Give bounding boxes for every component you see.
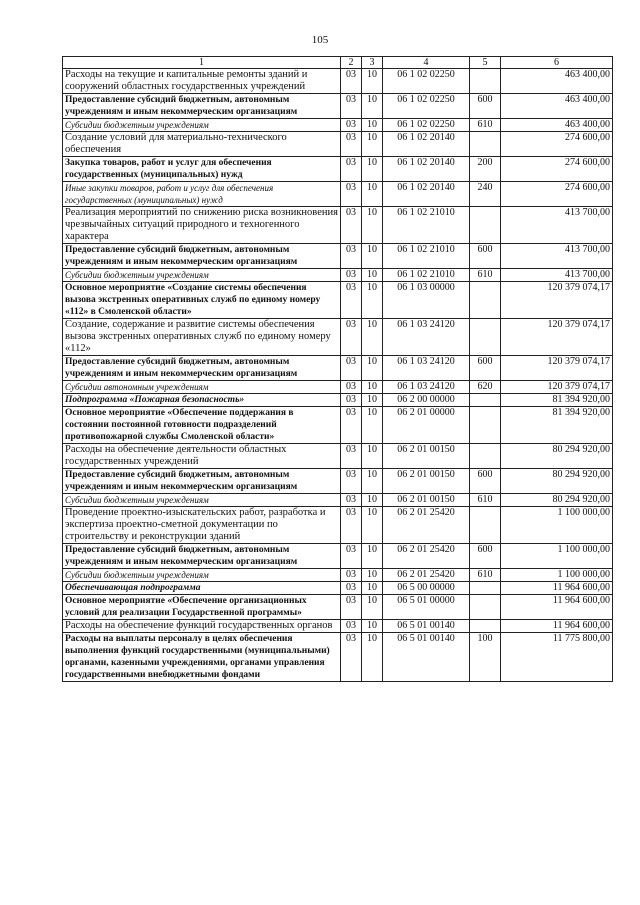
section-code: 03 bbox=[341, 507, 362, 544]
target-article-code: 06 1 03 24120 bbox=[383, 356, 470, 381]
expense-type-code: 610 bbox=[470, 119, 501, 132]
row-description: Субсидии бюджетным учреждениям bbox=[63, 569, 341, 582]
subsection-code: 10 bbox=[362, 356, 383, 381]
section-code: 03 bbox=[341, 182, 362, 207]
target-article-code: 06 1 02 20140 bbox=[383, 157, 470, 182]
section-code: 03 bbox=[341, 269, 362, 282]
row-description: Основное мероприятие «Обеспечение организационных условий для реализации Государственной программы» bbox=[63, 595, 341, 620]
table-row bbox=[63, 620, 613, 633]
amount: 1 100 000,00 bbox=[501, 569, 613, 582]
table-header-row bbox=[63, 57, 613, 69]
section-code: 03 bbox=[341, 595, 362, 620]
expense-type-code bbox=[470, 507, 501, 544]
table-row bbox=[63, 356, 613, 381]
subsection-code: 10 bbox=[362, 182, 383, 207]
row-description: Обеспечивающая подпрограмма bbox=[63, 582, 341, 595]
table-row bbox=[63, 569, 613, 582]
amount: 413 700,00 bbox=[501, 244, 613, 269]
expense-type-code: 100 bbox=[470, 633, 501, 682]
header-cell: 2 bbox=[341, 57, 362, 69]
row-description: Субсидии автономным учреждениям bbox=[63, 381, 341, 394]
table-row bbox=[63, 69, 613, 94]
row-description: Расходы на обеспечение деятельности областных государственных учреждений bbox=[63, 444, 341, 469]
row-description: Основное мероприятие «Создание системы обеспечения вызова экстренных оперативных служб по единому номеру «112» в Смоленской области» bbox=[63, 282, 341, 319]
table-row bbox=[63, 469, 613, 494]
target-article-code: 06 2 01 25420 bbox=[383, 507, 470, 544]
budget-table-body bbox=[63, 57, 613, 682]
row-description: Субсидии бюджетным учреждениям bbox=[63, 269, 341, 282]
target-article-code: 06 2 01 25420 bbox=[383, 544, 470, 569]
section-code: 03 bbox=[341, 319, 362, 356]
expense-type-code bbox=[470, 69, 501, 94]
section-code: 03 bbox=[341, 132, 362, 157]
row-description: Проведение проектно-изыскательских работ, разработка и экспертиза проектно-сметной документации по строительству и реконструкции зданий bbox=[63, 507, 341, 544]
subsection-code: 10 bbox=[362, 157, 383, 182]
subsection-code: 10 bbox=[362, 119, 383, 132]
amount: 463 400,00 bbox=[501, 119, 613, 132]
row-description: Предоставление субсидий бюджетным, автономным учреждениям и иным некоммерческим организациям bbox=[63, 544, 341, 569]
section-code: 03 bbox=[341, 407, 362, 444]
section-code: 03 bbox=[341, 69, 362, 94]
amount: 120 379 074,17 bbox=[501, 282, 613, 319]
subsection-code: 10 bbox=[362, 582, 383, 595]
amount: 11 964 600,00 bbox=[501, 582, 613, 595]
section-code: 03 bbox=[341, 444, 362, 469]
amount: 81 394 920,00 bbox=[501, 394, 613, 407]
budget-table bbox=[62, 56, 613, 682]
row-description: Субсидии бюджетным учреждениям bbox=[63, 119, 341, 132]
amount: 1 100 000,00 bbox=[501, 544, 613, 569]
subsection-code: 10 bbox=[362, 407, 383, 444]
expense-type-code bbox=[470, 407, 501, 444]
header-cell: 6 bbox=[501, 57, 613, 69]
target-article-code: 06 1 02 02250 bbox=[383, 69, 470, 94]
subsection-code: 10 bbox=[362, 94, 383, 119]
section-code: 03 bbox=[341, 244, 362, 269]
target-article-code: 06 2 00 00000 bbox=[383, 394, 470, 407]
amount: 413 700,00 bbox=[501, 207, 613, 244]
subsection-code: 10 bbox=[362, 269, 383, 282]
section-code: 03 bbox=[341, 633, 362, 682]
row-description: Иные закупки товаров, работ и услуг для обеспечения государственных (муниципальных) нужд bbox=[63, 182, 341, 207]
target-article-code: 06 1 03 24120 bbox=[383, 319, 470, 356]
row-description: Предоставление субсидий бюджетным, автономным учреждениям и иным некоммерческим организациям bbox=[63, 244, 341, 269]
section-code: 03 bbox=[341, 544, 362, 569]
row-description: Субсидии бюджетным учреждениям bbox=[63, 494, 341, 507]
amount: 120 379 074,17 bbox=[501, 381, 613, 394]
row-description: Создание условий для материально-технического обеспечения bbox=[63, 132, 341, 157]
table-row bbox=[63, 282, 613, 319]
amount: 11 964 600,00 bbox=[501, 595, 613, 620]
amount: 274 600,00 bbox=[501, 182, 613, 207]
expense-type-code: 600 bbox=[470, 244, 501, 269]
table-row bbox=[63, 394, 613, 407]
target-article-code: 06 2 01 25420 bbox=[383, 569, 470, 582]
subsection-code: 10 bbox=[362, 469, 383, 494]
table-row bbox=[63, 582, 613, 595]
table-row bbox=[63, 633, 613, 682]
table-row bbox=[63, 381, 613, 394]
subsection-code: 10 bbox=[362, 507, 383, 544]
amount: 120 379 074,17 bbox=[501, 319, 613, 356]
target-article-code: 06 5 01 00000 bbox=[383, 595, 470, 620]
row-description: Закупка товаров, работ и услуг для обеспечения государственных (муниципальных) нужд bbox=[63, 157, 341, 182]
row-description: Предоставление субсидий бюджетным, автономным учреждениям и иным некоммерческим организациям bbox=[63, 356, 341, 381]
subsection-code: 10 bbox=[362, 620, 383, 633]
table-row bbox=[63, 182, 613, 207]
amount: 81 394 920,00 bbox=[501, 407, 613, 444]
section-code: 03 bbox=[341, 494, 362, 507]
subsection-code: 10 bbox=[362, 595, 383, 620]
target-article-code: 06 1 02 21010 bbox=[383, 244, 470, 269]
expense-type-code bbox=[470, 444, 501, 469]
row-description: Расходы на обеспечение функций государственных органов bbox=[63, 620, 341, 633]
expense-type-code: 600 bbox=[470, 544, 501, 569]
amount: 1 100 000,00 bbox=[501, 507, 613, 544]
row-description: Основное мероприятие «Обеспечение поддержания в состоянии постоянной готовности подразделений противопожарной службы Смоленской области» bbox=[63, 407, 341, 444]
table-row bbox=[63, 494, 613, 507]
amount: 274 600,00 bbox=[501, 132, 613, 157]
row-description: Реализация мероприятий по снижению риска возникновения чрезвычайных ситуаций природного и техногенного характера bbox=[63, 207, 341, 244]
expense-type-code: 610 bbox=[470, 494, 501, 507]
table-row bbox=[63, 444, 613, 469]
target-article-code: 06 1 03 24120 bbox=[383, 381, 470, 394]
expense-type-code: 610 bbox=[470, 269, 501, 282]
expense-type-code: 600 bbox=[470, 469, 501, 494]
expense-type-code bbox=[470, 394, 501, 407]
section-code: 03 bbox=[341, 569, 362, 582]
target-article-code: 06 2 01 00000 bbox=[383, 407, 470, 444]
amount: 80 294 920,00 bbox=[501, 494, 613, 507]
table-row bbox=[63, 244, 613, 269]
table-row bbox=[63, 319, 613, 356]
target-article-code: 06 1 02 20140 bbox=[383, 132, 470, 157]
subsection-code: 10 bbox=[362, 69, 383, 94]
header-cell: 3 bbox=[362, 57, 383, 69]
page-number: 105 bbox=[311, 34, 329, 46]
section-code: 03 bbox=[341, 119, 362, 132]
amount: 11 775 800,00 bbox=[501, 633, 613, 682]
expense-type-code: 610 bbox=[470, 569, 501, 582]
target-article-code: 06 1 02 21010 bbox=[383, 207, 470, 244]
section-code: 03 bbox=[341, 207, 362, 244]
row-description: Расходы на выплаты персоналу в целях обеспечения выполнения функций государственными (муниципальными) органами, казенными учреждениями, органами управления государственными внебюджетными фондами bbox=[63, 633, 341, 682]
amount: 80 294 920,00 bbox=[501, 469, 613, 494]
amount: 463 400,00 bbox=[501, 69, 613, 94]
section-code: 03 bbox=[341, 620, 362, 633]
row-description: Создание, содержание и развитие системы обеспечения вызова экстренных оперативных служб по единому номеру «112» bbox=[63, 319, 341, 356]
amount: 11 964 600,00 bbox=[501, 620, 613, 633]
amount: 463 400,00 bbox=[501, 94, 613, 119]
row-description: Предоставление субсидий бюджетным, автономным учреждениям и иным некоммерческим организациям bbox=[63, 469, 341, 494]
subsection-code: 10 bbox=[362, 494, 383, 507]
target-article-code: 06 1 02 02250 bbox=[383, 94, 470, 119]
subsection-code: 10 bbox=[362, 544, 383, 569]
subsection-code: 10 bbox=[362, 381, 383, 394]
section-code: 03 bbox=[341, 394, 362, 407]
section-code: 03 bbox=[341, 282, 362, 319]
expense-type-code: 600 bbox=[470, 356, 501, 381]
subsection-code: 10 bbox=[362, 394, 383, 407]
target-article-code: 06 1 02 20140 bbox=[383, 182, 470, 207]
expense-type-code: 600 bbox=[470, 94, 501, 119]
table-row bbox=[63, 269, 613, 282]
section-code: 03 bbox=[341, 94, 362, 119]
expense-type-code bbox=[470, 582, 501, 595]
target-article-code: 06 1 02 21010 bbox=[383, 269, 470, 282]
header-cell: 1 bbox=[63, 57, 341, 69]
section-code: 03 bbox=[341, 157, 362, 182]
expense-type-code: 240 bbox=[470, 182, 501, 207]
target-article-code: 06 2 01 00150 bbox=[383, 494, 470, 507]
section-code: 03 bbox=[341, 582, 362, 595]
section-code: 03 bbox=[341, 381, 362, 394]
table-row bbox=[63, 507, 613, 544]
subsection-code: 10 bbox=[362, 633, 383, 682]
target-article-code: 06 1 02 02250 bbox=[383, 119, 470, 132]
expense-type-code bbox=[470, 282, 501, 319]
amount: 274 600,00 bbox=[501, 157, 613, 182]
target-article-code: 06 5 01 00140 bbox=[383, 633, 470, 682]
subsection-code: 10 bbox=[362, 282, 383, 319]
target-article-code: 06 5 00 00000 bbox=[383, 582, 470, 595]
subsection-code: 10 bbox=[362, 132, 383, 157]
target-article-code: 06 1 03 00000 bbox=[383, 282, 470, 319]
expense-type-code: 200 bbox=[470, 157, 501, 182]
table-row bbox=[63, 544, 613, 569]
target-article-code: 06 2 01 00150 bbox=[383, 444, 470, 469]
table-row bbox=[63, 595, 613, 620]
target-article-code: 06 2 01 00150 bbox=[383, 469, 470, 494]
amount: 413 700,00 bbox=[501, 269, 613, 282]
expense-type-code bbox=[470, 207, 501, 244]
expense-type-code: 620 bbox=[470, 381, 501, 394]
expense-type-code bbox=[470, 319, 501, 356]
subsection-code: 10 bbox=[362, 569, 383, 582]
row-description: Подпрограмма «Пожарная безопасность» bbox=[63, 394, 341, 407]
row-description: Предоставление субсидий бюджетным, автономным учреждениям и иным некоммерческим организациям bbox=[63, 94, 341, 119]
table-row bbox=[63, 407, 613, 444]
subsection-code: 10 bbox=[362, 244, 383, 269]
table-row bbox=[63, 207, 613, 244]
expense-type-code bbox=[470, 132, 501, 157]
table-row bbox=[63, 132, 613, 157]
table-row bbox=[63, 94, 613, 119]
subsection-code: 10 bbox=[362, 319, 383, 356]
table-row bbox=[63, 157, 613, 182]
header-cell: 5 bbox=[470, 57, 501, 69]
header-cell: 4 bbox=[383, 57, 470, 69]
subsection-code: 10 bbox=[362, 444, 383, 469]
table-row bbox=[63, 119, 613, 132]
section-code: 03 bbox=[341, 356, 362, 381]
section-code: 03 bbox=[341, 469, 362, 494]
expense-type-code bbox=[470, 595, 501, 620]
amount: 120 379 074,17 bbox=[501, 356, 613, 381]
expense-type-code bbox=[470, 620, 501, 633]
subsection-code: 10 bbox=[362, 207, 383, 244]
row-description: Расходы на текущие и капитальные ремонты зданий и сооружений областных государственных учреждений bbox=[63, 69, 341, 94]
target-article-code: 06 5 01 00140 bbox=[383, 620, 470, 633]
amount: 80 294 920,00 bbox=[501, 444, 613, 469]
